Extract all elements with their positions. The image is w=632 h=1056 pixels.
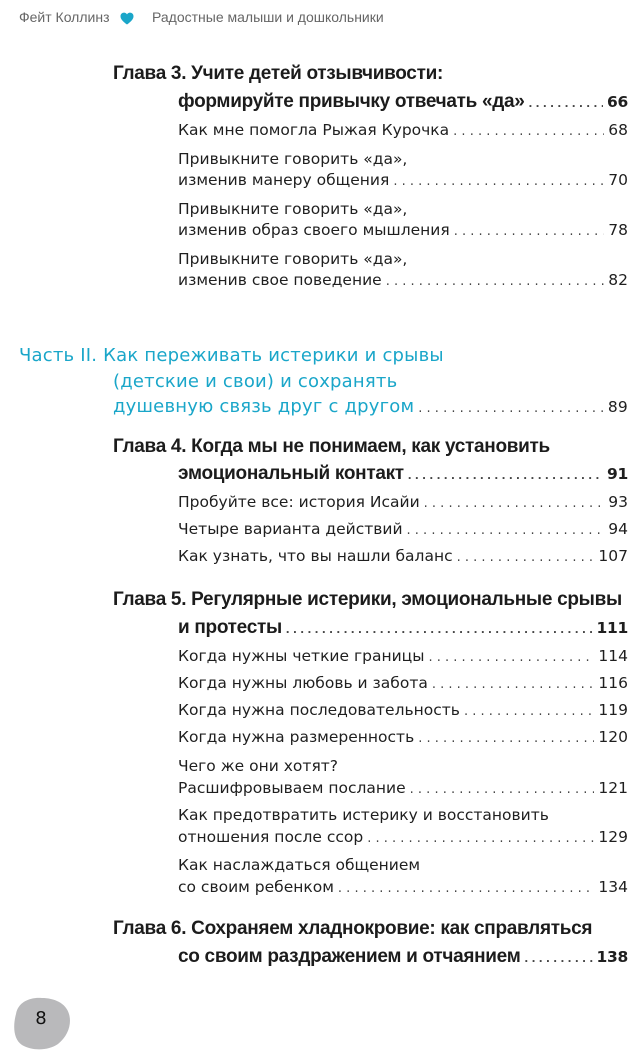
toc-entry[interactable] [178,828,628,846]
part2-title: Часть II. Как переживать истерики и срывы [19,345,444,366]
chapter3-entry[interactable] [178,91,628,113]
dot-leader [338,881,594,896]
dot-leader [524,950,592,965]
dot-leader [286,621,593,636]
toc-entry-page: 82 [608,271,628,289]
dot-leader [453,124,604,139]
toc-entry-title: Четыре варианта действий [178,520,403,538]
dot-leader [529,95,603,110]
chapter4-entry[interactable] [178,463,628,485]
toc-entry-page: 134 [598,878,628,896]
dot-leader [428,650,594,665]
toc-entry-title: Когда нужны любовь и забота [178,674,428,692]
dot-leader [410,782,595,797]
toc-entry-title: Когда нужна последовательность [178,701,460,719]
chapter6-subtitle: со своим раздражением и отчаянием [178,946,521,967]
toc-entry[interactable] [178,493,628,511]
chapter4-page: 91 [607,465,628,483]
part2-title-line3: душевную связь друг с другом [113,396,415,417]
toc-entry[interactable] [178,221,628,239]
toc-entry-title: Чего же они хотят? [178,757,339,775]
chapter3-subtitle: формируйте привычку отвечать «да» [178,91,525,112]
chapter5-page: 111 [596,619,628,637]
toc-entry[interactable] [178,547,628,565]
toc-entry-page: 121 [598,779,628,797]
toc-entry-title: Привыкните говорить «да», [178,250,408,268]
toc-entry-title: Как мне помогла Рыжая Курочка [178,121,450,139]
dot-leader [432,677,595,692]
toc-entry[interactable] [178,271,628,289]
dot-leader [418,401,604,416]
toc-entry-title: изменив манеру общения [178,171,390,189]
page-number-badge [8,994,74,1052]
toc-entry-title: Как предотвратить истерику и восстановить [178,806,549,824]
dot-leader [408,467,603,482]
toc-entry-title: Расшифровываем послание [178,779,406,797]
toc-entry-page: 68 [608,121,628,139]
part2-title-line2: (детские и свои) и сохранять [113,371,398,392]
toc-entry-title: изменив свое поведение [178,271,382,289]
toc-entry[interactable] [178,121,628,139]
chapter3-page: 66 [607,93,628,111]
toc-entry-page: 120 [598,728,628,746]
toc-entry-page: 114 [598,647,628,665]
dot-leader [424,496,605,511]
dot-leader [407,523,605,538]
toc-entry-title: Привыкните говорить «да», [178,200,408,218]
toc-entry-title: Как узнать, что вы нашли баланс [178,547,453,565]
toc-entry[interactable] [178,701,628,719]
header-author: Фейт Коллинз [19,9,110,25]
toc-entry-title: со своим ребенком [178,878,334,896]
page-number: 8 [35,1008,47,1029]
toc-entry[interactable] [178,728,628,746]
dot-leader [418,731,594,746]
header-book-title: Радостные малыши и дошкольники [152,9,384,25]
toc-entry-page: 116 [598,674,628,692]
toc-entry-title: Как наслаждаться общением [178,856,421,874]
dot-leader [393,174,604,189]
chapter6-entry[interactable] [178,946,628,968]
toc-entry[interactable] [178,171,628,189]
chapter3-title: Глава 3. Учите детей отзывчивости: [113,63,443,84]
toc-entry-page: 107 [598,547,628,565]
toc-entry[interactable] [178,779,628,797]
toc-entry-title: Когда нужны четкие границы [178,647,425,665]
part2-page: 89 [607,398,628,416]
toc-entry-title: изменив образ своего мышления [178,221,450,239]
chapter6-page: 138 [596,948,628,966]
dot-leader [386,274,605,289]
toc-entry-page: 70 [608,171,628,189]
toc-entry-page: 78 [608,221,628,239]
heart-icon [120,12,134,25]
chapter6-title: Глава 6. Сохраняем хладнокровие: как справляться [113,918,593,939]
toc-entry[interactable] [178,647,628,665]
chapter5-subtitle: и протесты [178,617,282,638]
running-header [0,9,632,29]
toc-entry[interactable] [178,674,628,692]
toc-entry[interactable] [178,520,628,538]
chapter5-title: Глава 5. Регулярные истерики, эмоциональные срывы [113,589,622,610]
dot-leader [457,550,595,565]
part2-entry[interactable] [113,396,628,417]
toc-entry-title: Привыкните говорить «да», [178,150,408,168]
toc-entry-title: Пробуйте все: история Исайи [178,493,420,511]
toc-entry[interactable] [178,878,628,896]
toc-entry-page: 94 [608,520,628,538]
toc-entry-page: 129 [598,828,628,846]
toc-entry-title: отношения после ссор [178,828,364,846]
dot-leader [464,704,594,719]
dot-leader [454,224,605,239]
toc-entry-title: Когда нужна размеренность [178,728,415,746]
chapter4-title: Глава 4. Когда мы не понимаем, как установить [113,436,550,457]
chapter5-entry[interactable] [178,617,628,639]
chapter4-subtitle: эмоциональный контакт [178,463,404,484]
toc-entry-page: 119 [598,701,628,719]
dot-leader [367,831,594,846]
toc-entry-page: 93 [608,493,628,511]
